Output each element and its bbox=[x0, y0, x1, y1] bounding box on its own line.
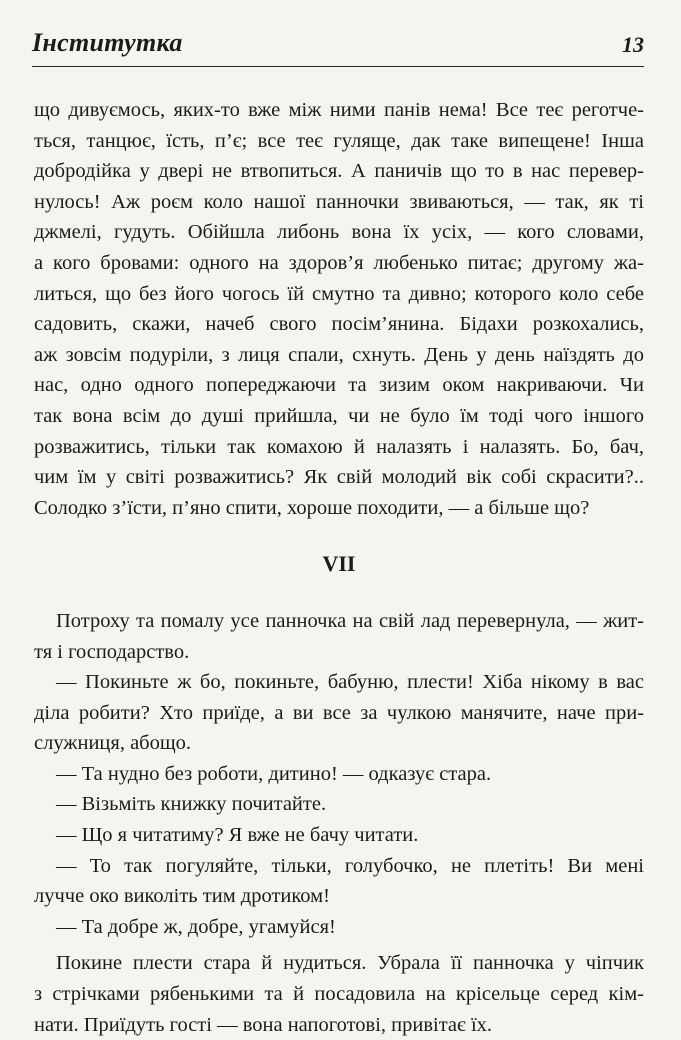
text-line: розважитись, тільки так комахою й налазять і налазять. Бо, бач, bbox=[34, 435, 644, 458]
text-line: Потроху та помалу усе панночка на свій лад перевернула, — жит- bbox=[56, 609, 644, 632]
text-line: — Візьміть книжку почитайте. bbox=[56, 793, 327, 816]
text-line: добродійка у двері не втвопиться. А паничів що то в нас перевер- bbox=[34, 160, 644, 183]
text-line: ться, танцює, їсть, п’є; все теє гуляще, дак таке випещене! Інша bbox=[34, 129, 644, 152]
text-line: Солодко з’їсти, п’яно спити, хороше походити, — а більше що? bbox=[34, 496, 590, 519]
text-line: нас, одно одного попереджаючи та зизим оком накриваючи. Чи bbox=[34, 374, 644, 397]
text-line: так вона всім до душі прийшла, чи не було їм тоді чого іншого bbox=[34, 404, 644, 427]
paragraph bbox=[34, 851, 644, 912]
text-line: нати. Приїдуть гості — вона напоготові, привітає їх. bbox=[34, 1013, 493, 1036]
text-line: з стрічками рябенькими та й посадовила на крісельце серед кім- bbox=[34, 983, 644, 1006]
text-line: нулось! Аж роєм коло нашої панночки звиваються, — так, як ті bbox=[34, 190, 644, 213]
text-line: садовить, скажи, начеб свого посім’янина. Бідахи розкохались, bbox=[34, 313, 644, 336]
text-line: — Що я читатиму? Я вже не бачу читати. bbox=[56, 824, 419, 847]
paragraph bbox=[34, 789, 644, 820]
paragraph bbox=[34, 95, 644, 523]
text-line: діла робити? Хто приїде, а ви все за чулкою манячите, наче при- bbox=[34, 701, 644, 724]
text-line: — Та нудно без роботи, дитино! — одказує стара. bbox=[56, 762, 492, 785]
paragraph bbox=[34, 606, 644, 667]
text-line: тя і господарство. bbox=[34, 640, 190, 663]
text-line: що дивуємось, яких-то вже між ними панів нема! Все теє реготче- bbox=[34, 99, 644, 121]
text-line: джмелі, гудуть. Обійшла либонь вона їх усіх, — кого словами, bbox=[34, 221, 644, 244]
page-number: 13 bbox=[622, 32, 644, 57]
running-title: Інститутка bbox=[32, 28, 183, 57]
text-line: Покине плести стара й нудиться. Убрала її панночка у чіпчик bbox=[56, 952, 644, 975]
text-line: — Та добре ж, добре, угамуйся! bbox=[56, 915, 336, 938]
text-line: а кого бровами: одного на здоров’я любенько питає; другому жа- bbox=[34, 251, 644, 274]
paragraph bbox=[34, 759, 644, 790]
body-text bbox=[34, 95, 644, 1040]
text-line: — Покиньте ж бо, покиньте, бабуню, плести! Хіба нікому в вас bbox=[56, 671, 644, 694]
header-rule bbox=[32, 66, 644, 67]
text-line: чим їм у світі розважитись? Як свій молодий вік собі скрасити?.. bbox=[34, 466, 644, 489]
text-line: лучче око виколіть тим дротиком! bbox=[34, 885, 330, 908]
text-line: служниця, абощо. bbox=[34, 732, 192, 755]
text-line: литься, що без його чогось їй смутно та дивно; которого коло себе bbox=[34, 282, 644, 305]
paragraph bbox=[34, 948, 644, 1040]
paragraph bbox=[34, 820, 644, 851]
chapter-heading: VII bbox=[322, 551, 356, 577]
text-line: — То так погуляйте, тільки, голубочко, не плетіть! Ви мені bbox=[56, 854, 644, 877]
text-line: аж зовсім подуріли, з лиця спали, схнуть. День у день наїздять до bbox=[34, 343, 644, 366]
paragraph bbox=[34, 912, 644, 943]
paragraph bbox=[34, 667, 644, 759]
page-header bbox=[32, 22, 644, 68]
